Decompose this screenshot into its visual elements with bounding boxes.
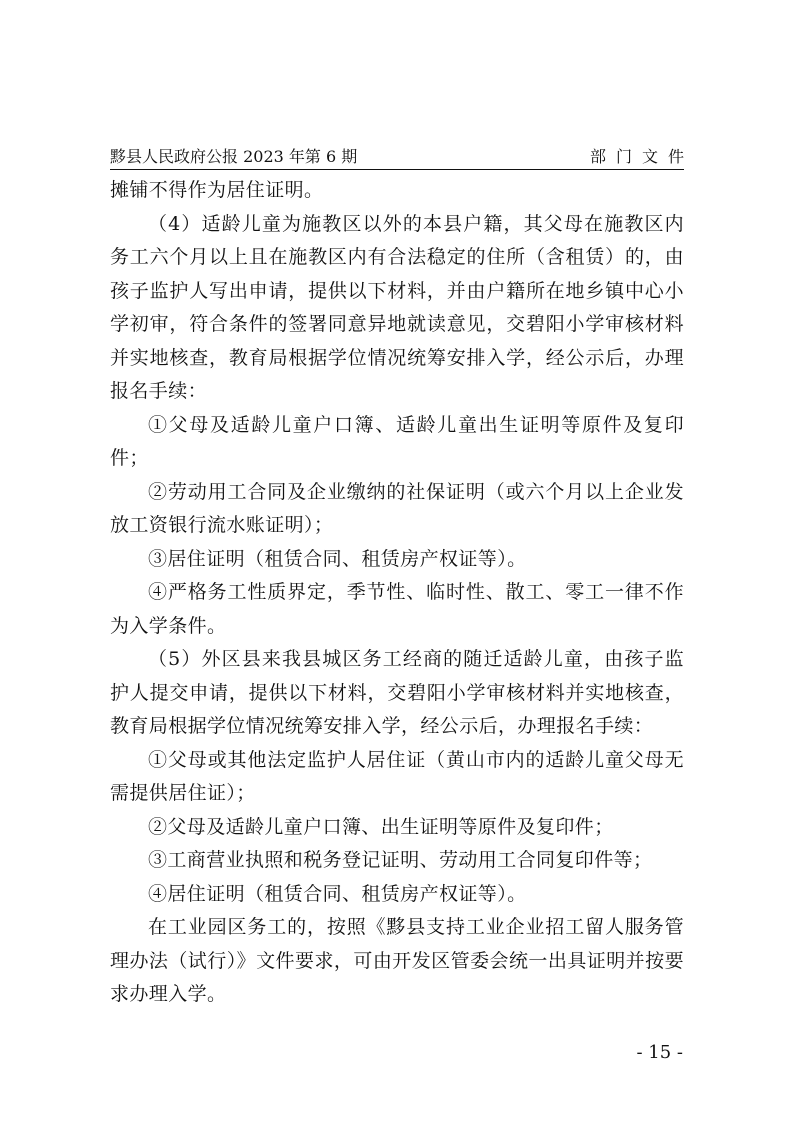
body-paragraph: ①父母及适龄儿童户口簿、适龄儿童出生证明等原件及复印件； — [110, 413, 684, 469]
body-paragraph: ②劳动用工合同及企业缴纳的社保证明（或六个月以上企业发放工资银行流水账证明）； — [110, 480, 684, 536]
page-number: - 15 - — [636, 1042, 683, 1063]
body-paragraph: （4）适龄儿童为施教区以外的本县户籍，其父母在施教区内务工六个月以上且在施教区内有合法稳定的住所（含租赁）的，由孩子监护人写出申请，提供以下材料，并由户籍所在地乡镇中心小学初审，符合条件的签署同意异地就读意见，交碧阳小学审核材料并实地核查，教育局根据学位情况统筹安排入学，经公示后，办理报名手续： — [110, 212, 684, 402]
bulletin-title: 黟县人民政府公报 2023 年第 6 期 — [110, 147, 358, 166]
body-paragraph: ④严格务工性质界定，季节性、临时性、散工、零工一律不作为入学条件。 — [110, 581, 684, 637]
body-paragraph: 在工业园区务工的，按照《黟县支持工业企业招工留人服务管理办法（试行）》文件要求，可由开发区管委会统一出具证明并按要求办理入学。 — [110, 916, 684, 1005]
body-paragraph: ④居住证明（租赁合同、租赁房产权证等）。 — [148, 882, 527, 905]
body-paragraph: ②父母及适龄儿童户口簿、出生证明等原件及复印件； — [148, 815, 614, 838]
body-paragraph: （5）外区县来我县城区务工经商的随迁适龄儿童，由孩子监护人提交申请，提供以下材料，交碧阳小学审核材料并实地核查，教育局根据学位情况统筹安排入学，经公示后，办理报名手续： — [110, 648, 684, 737]
body-paragraph: ③工商营业执照和税务登记证明、劳动用工合同复印件等； — [148, 849, 653, 871]
page-header — [110, 143, 694, 167]
section-label: 部门文件 — [589, 147, 694, 166]
body-paragraph: ③居住证明（租赁合同、租赁房产权证等）。 — [148, 547, 527, 570]
header-divider — [110, 169, 684, 170]
body-paragraph: 摊铺不得作为居住证明。 — [110, 179, 324, 201]
document-body — [110, 174, 684, 1012]
body-paragraph: ①父母或其他法定监护人居住证（黄山市内的适龄儿童父母无需提供居住证）； — [110, 748, 684, 804]
